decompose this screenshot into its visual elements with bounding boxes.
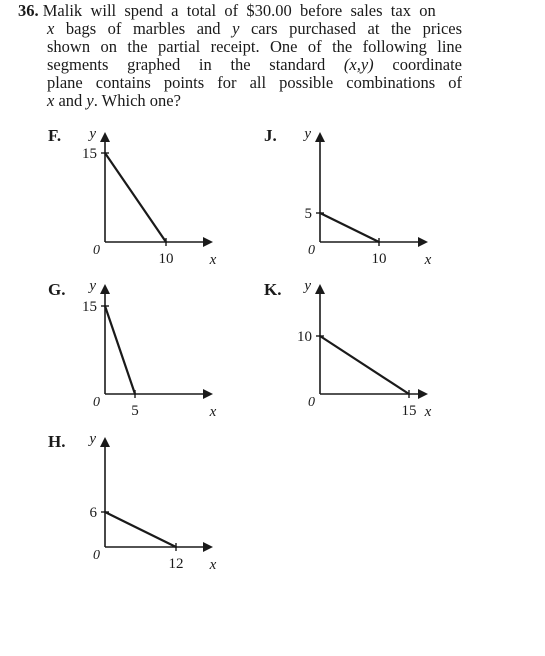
y-intercept-label: 10 bbox=[297, 329, 312, 345]
var-x-1: x bbox=[47, 19, 55, 38]
y-intercept-label: 5 bbox=[304, 206, 312, 222]
coord-pair: (x,y) bbox=[343, 55, 374, 74]
x-intercept-label: 12 bbox=[168, 556, 184, 572]
x-intercept-label: 10 bbox=[158, 251, 174, 267]
var-x-2: x bbox=[47, 91, 55, 110]
y-intercept-label: 6 bbox=[89, 505, 97, 521]
origin-label: 0 bbox=[93, 243, 100, 258]
x-axis-label: x bbox=[209, 252, 217, 268]
y-axis-label: y bbox=[89, 126, 96, 142]
origin-label: 0 bbox=[93, 548, 100, 563]
y-intercept-label: 15 bbox=[82, 146, 97, 162]
question-number: 36. bbox=[18, 1, 39, 20]
x-intercept-label: 5 bbox=[131, 403, 139, 419]
y-axis-label: y bbox=[304, 278, 311, 294]
origin-label: 0 bbox=[308, 243, 315, 258]
y-axis-label: y bbox=[89, 431, 96, 447]
option-k-letter: K. bbox=[264, 280, 282, 299]
y-axis-label: y bbox=[89, 278, 96, 294]
y-intercept-label: 15 bbox=[82, 299, 97, 315]
text-coordinate: coordinate bbox=[392, 55, 463, 74]
var-y-2: y bbox=[86, 91, 94, 110]
x-axis-arrow bbox=[418, 389, 428, 399]
option-h-letter: H. bbox=[48, 432, 66, 451]
x-intercept-label: 15 bbox=[401, 403, 417, 419]
x-intercept-label: 10 bbox=[371, 251, 387, 267]
text-which-one: . Which one? bbox=[93, 91, 181, 110]
y-axis-label: y bbox=[304, 126, 311, 142]
question-text-3: shown on the partial receipt. One of the following line bbox=[47, 37, 462, 56]
y-axis-arrow bbox=[315, 284, 325, 294]
option-f-letter: F. bbox=[48, 126, 62, 145]
line-segment bbox=[320, 336, 409, 394]
text-segments: segments graphed in the standard bbox=[47, 55, 326, 74]
origin-label: 0 bbox=[93, 395, 100, 410]
var-y-1: y bbox=[232, 19, 240, 38]
option-j-letter: J. bbox=[264, 126, 277, 145]
origin-label: 0 bbox=[308, 395, 315, 410]
question-text-5: plane contains points for all possible combinations of bbox=[47, 73, 462, 92]
x-axis-label: x bbox=[209, 404, 217, 420]
text-bags: bags of marbles and bbox=[65, 19, 221, 38]
text-cars: cars purchased at the prices bbox=[250, 19, 463, 38]
x-axis-label: x bbox=[424, 404, 432, 420]
x-axis-label: x bbox=[209, 557, 217, 573]
x-axis-label: x bbox=[424, 252, 432, 268]
question-text-1: Malik will spend a total of $30.00 before sales tax on bbox=[42, 1, 436, 20]
text-and: and bbox=[58, 91, 83, 110]
option-g-letter: G. bbox=[48, 280, 66, 299]
